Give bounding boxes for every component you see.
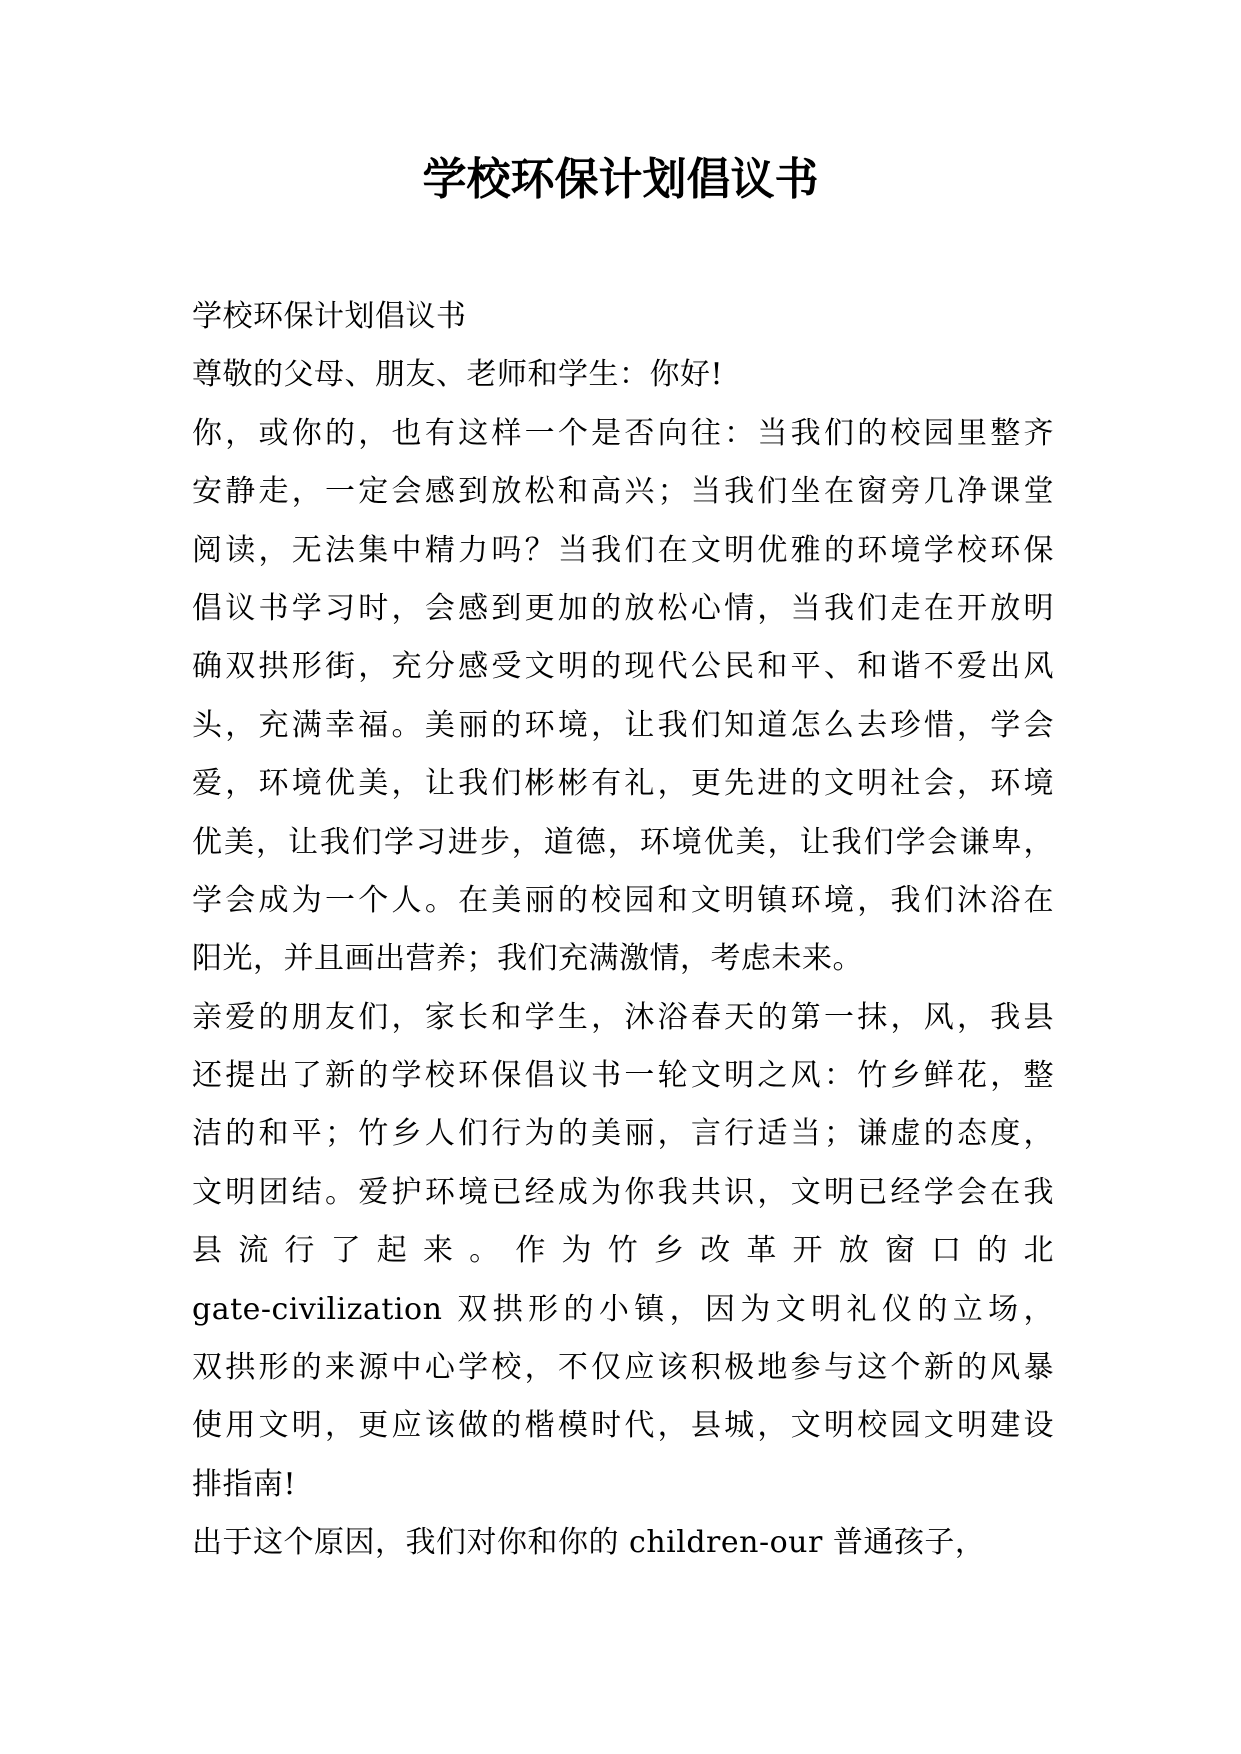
body-line: 确双拱形街，充分感受文明的现代公民和平、和谐不爱出风 [192,649,1054,685]
body-line: 安静走，一定会感到放松和高兴；当我们坐在窗旁几净课堂 [192,474,1054,510]
body-line: 县 流 行 了 起 来 。 作 为 竹 乡 改 革 开 放 窗 口 的 北 [192,1233,1054,1269]
body-line: 你，或你的，也有这样一个是否向往：当我们的校园里整齐 [192,415,1054,451]
body-line: 洁的和平；竹乡人们行为的美丽，言行适当；谦虚的态度， [192,1116,1054,1152]
body-line: 排指南! [192,1466,297,1502]
body-line: 使用文明，更应该做的楷模时代，县城，文明校园文明建设 [192,1408,1054,1444]
document-title: 学校环保计划倡议书 [422,154,819,205]
body-line: 文明团结。爱护环境已经成为你我共识，文明已经学会在我 [192,1174,1054,1210]
body-line: 阅读，无法集中精力吗？当我们在文明优雅的环境学校环保 [192,532,1054,568]
body-line: 还提出了新的学校环保倡议书一轮文明之风：竹乡鲜花，整 [192,1058,1054,1094]
body-line: 学校环保计划倡议书 [192,299,467,334]
body-line: 亲爱的朋友们，家长和学生，沐浴春天的第一抹，风，我县 [192,999,1054,1035]
body-line: 双拱形的来源中心学校，不仅应该积极地参与这个新的风暴 [192,1350,1054,1386]
body-line: 阳光，并且画出营养；我们充满激情，考虑未来。 [192,941,863,977]
body-line: 优美，让我们学习进步，道德，环境优美，让我们学会谦卑， [192,824,1054,860]
body-line: 出于这个原因，我们对你和你的 children-our 普通孩子， [192,1525,986,1561]
body-line: 学会成为一个人。在美丽的校园和文明镇环境，我们沐浴在 [192,882,1054,918]
body-line: gate-civilization 双拱形的小镇，因为文明礼仪的立场， [192,1291,1054,1327]
document-body [192,288,1054,1573]
body-line: 倡议书学习时，会感到更加的放松心情，当我们走在开放明 [192,590,1054,626]
body-line: 尊敬的父母、朋友、老师和学生：你好! [192,357,724,393]
body-line: 头，充满幸福。美丽的环境，让我们知道怎么去珍惜，学会 [192,707,1054,743]
body-line: 爱，环境优美，让我们彬彬有礼，更先进的文明社会，环境 [192,766,1054,802]
